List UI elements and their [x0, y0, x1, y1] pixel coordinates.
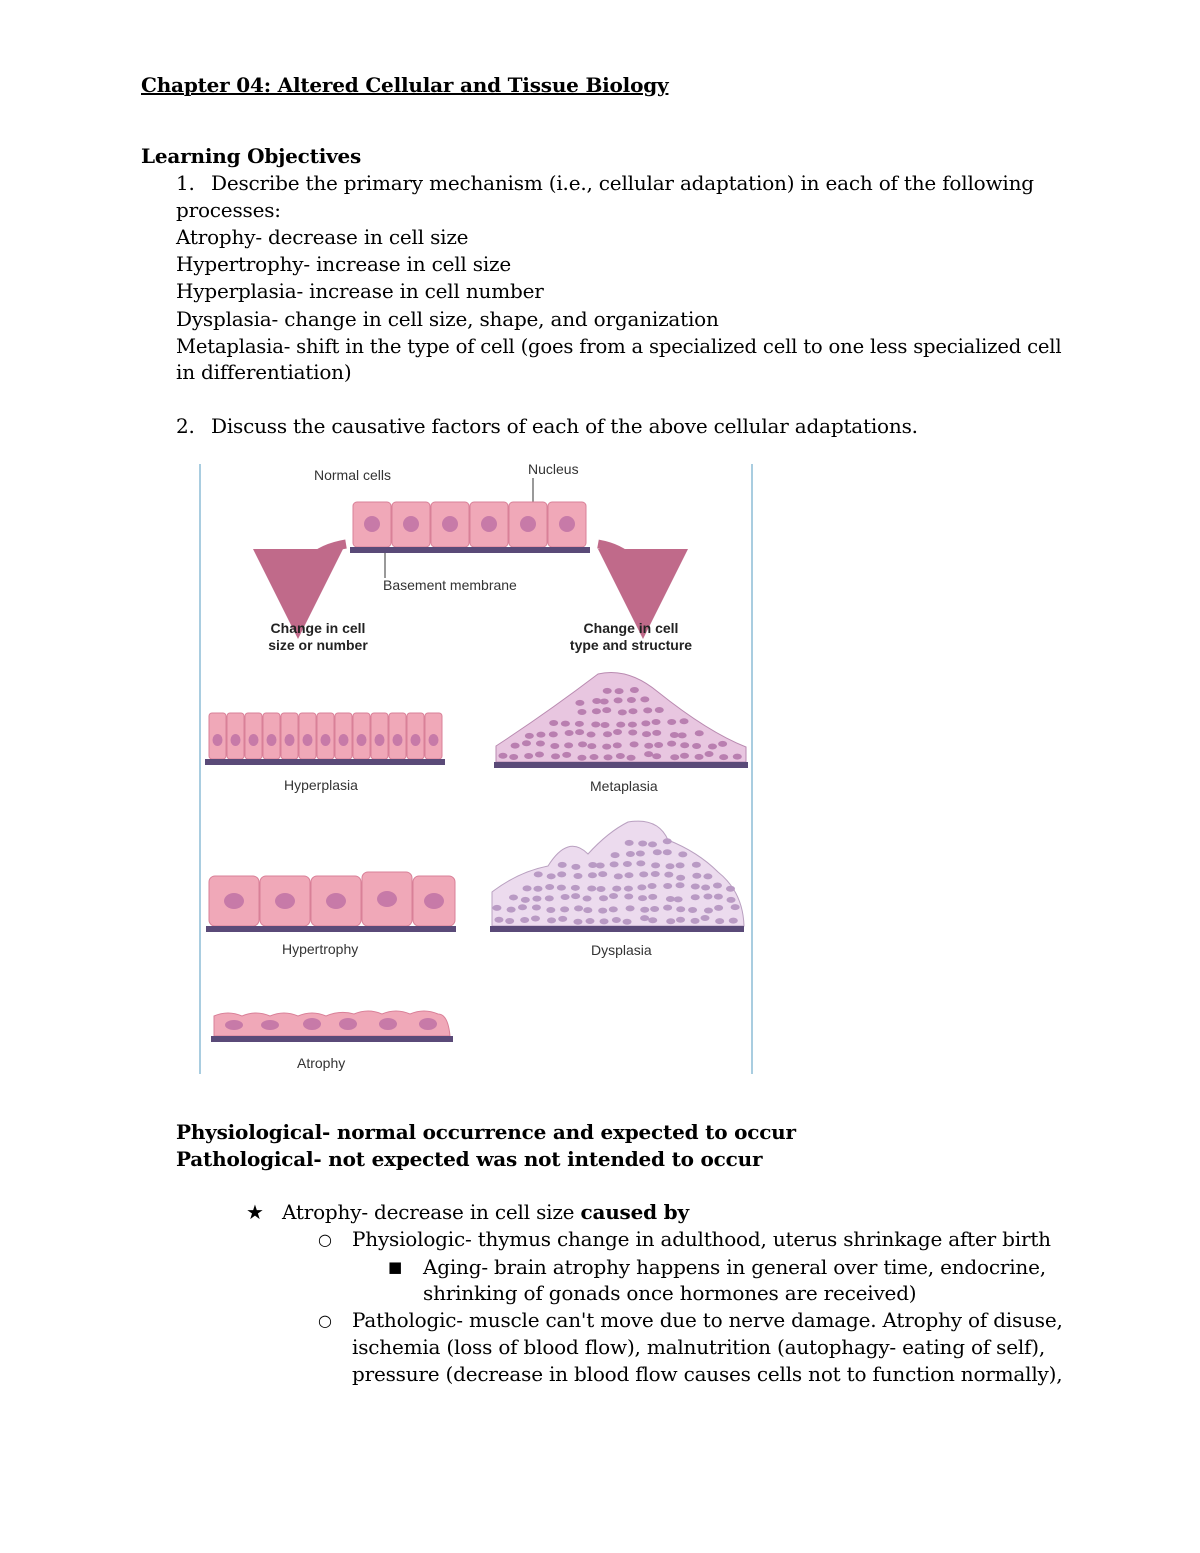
atrophy-lead-bold: caused by: [580, 1200, 689, 1224]
metaplasia-cell: [575, 721, 584, 727]
dysplasia-cell: [583, 896, 592, 902]
hyperplasia-nucleus: [249, 734, 259, 746]
definition-hypertrophy: Hypertrophy- increase in cell size: [176, 252, 511, 276]
dysplasia-cell: [520, 917, 529, 923]
metaplasia-cell: [498, 753, 507, 759]
dysplasia-cell: [691, 883, 700, 889]
metaplasia-cell: [549, 720, 558, 726]
metaplasia-cell: [511, 743, 520, 749]
dysplasia-cell: [558, 862, 567, 868]
metaplasia-cell: [705, 751, 714, 757]
arrow-right: [598, 544, 643, 594]
dysplasia-cell: [676, 862, 685, 868]
metaplasia-cell: [708, 743, 717, 749]
metaplasia-cell: [644, 751, 653, 757]
metaplasia-cell: [692, 743, 701, 749]
dysplasia-cell: [640, 907, 649, 913]
dysplasia-cell: [492, 905, 501, 911]
dysplasia-cell: [571, 885, 580, 891]
metaplasia-cell: [654, 742, 663, 748]
dysplasia-cell: [638, 840, 647, 846]
dysplasia-cell: [648, 894, 657, 900]
pathological-definition: Pathological- not expected was not intended to occur: [176, 1147, 763, 1171]
metaplasia-cell: [536, 740, 545, 746]
dysplasia-cell: [638, 895, 647, 901]
dysplasia-cell: [636, 850, 645, 856]
dysplasia-cell: [666, 896, 675, 902]
dysplasia-cell: [640, 915, 649, 921]
metaplasia-cell: [670, 732, 679, 738]
physiologic-causes: Physiologic- thymus change in adulthood, uterus shrinkage after birth: [352, 1227, 1051, 1251]
aging-causes-cont: shrinking of gonads once hormones are received): [423, 1281, 917, 1305]
dysplasia-cell: [665, 863, 674, 869]
atrophy-label: Atrophy: [297, 1055, 346, 1071]
pathologic-causes: Pathologic- muscle can't move due to nerve damage. Atrophy of disuse,: [352, 1308, 1063, 1332]
left-heading-1: Change in cell: [270, 620, 366, 636]
dysplasia-cell: [600, 918, 609, 924]
dysplasia-cell: [727, 897, 736, 903]
hyperplasia-nucleus: [411, 734, 421, 746]
hyperplasia-nucleus: [429, 734, 439, 746]
metaplasia-cell: [602, 744, 611, 750]
basement-membrane-label: Basement membrane: [383, 577, 517, 593]
dysplasia-cell: [587, 885, 596, 891]
dysplasia-cell: [546, 907, 555, 913]
hyperplasia-illustration: [205, 713, 445, 765]
dysplasia-label: Dysplasia: [591, 942, 652, 958]
atrophy-cause-line: [282, 1199, 689, 1226]
right-heading-2: type and structure: [569, 637, 693, 653]
dysplasia-cell: [663, 883, 672, 889]
dysplasia-cell: [534, 871, 543, 877]
dysplasia-cell: [676, 906, 685, 912]
metaplasia-cell: [655, 707, 664, 713]
hyperplasia-nucleus: [213, 734, 223, 746]
metaplasia-cell: [602, 707, 611, 713]
metaplasia-cell: [577, 755, 586, 761]
metaplasia-cell: [600, 722, 609, 728]
metaplasia-cell: [550, 743, 559, 749]
metaplasia-cell: [587, 732, 596, 738]
metaplasia-cell: [565, 730, 574, 736]
dysplasia-cell: [545, 895, 554, 901]
metaplasia-cell: [589, 754, 598, 760]
hyperplasia-nucleus: [393, 734, 403, 746]
metaplasia-cell: [680, 718, 689, 724]
hyperplasia-nucleus: [303, 734, 313, 746]
metaplasia-cell: [615, 688, 624, 694]
dysplasia-cell: [612, 886, 621, 892]
dysplasia-cell: [545, 884, 554, 890]
metaplasia-cell: [575, 700, 584, 706]
nucleus-label: Nucleus: [528, 462, 579, 477]
arrow-left: [298, 544, 346, 594]
pathologic-causes-cont-2: pressure (decrease in blood flow causes cells not to function normally),: [352, 1362, 1063, 1386]
dysplasia-cell: [704, 907, 713, 913]
hyperplasia-nucleus: [375, 734, 385, 746]
dysplasia-cell: [571, 864, 580, 870]
dysplasia-cell: [726, 886, 735, 892]
dysplasia-cell: [663, 849, 672, 855]
dysplasia-illustration: [490, 821, 744, 932]
metaplasia-cell: [627, 755, 636, 761]
page-title: Chapter 04: Altered Cellular and Tissue Biology: [141, 73, 669, 97]
metaplasia-cell: [628, 722, 637, 728]
square-bullet-icon: ■: [388, 1258, 403, 1276]
metaplasia-cell: [680, 742, 689, 748]
dysplasia-cell: [624, 872, 633, 878]
hyperplasia-nucleus: [231, 734, 241, 746]
hyperplasia-label: Hyperplasia: [284, 777, 358, 793]
physiological-definition: Physiological- normal occurrence and expected to occur: [176, 1120, 796, 1144]
objective-2-number: 2.: [176, 414, 195, 438]
metaplasia-cell: [509, 754, 518, 760]
metaplasia-cell: [643, 707, 652, 713]
metaplasia-cell: [551, 753, 560, 759]
dysplasia-cell: [648, 917, 657, 923]
pathologic-causes-cont-1: ischemia (loss of blood flow), malnutrition (autophagy- eating of self),: [352, 1335, 1046, 1359]
cellular-adaptation-figure: [198, 462, 756, 1076]
metaplasia-cell: [628, 708, 637, 714]
dysplasia-cell: [664, 872, 673, 878]
metaplasia-cell: [695, 754, 704, 760]
right-heading-1: Change in cell: [583, 620, 679, 636]
hyperplasia-nucleus: [321, 734, 331, 746]
hollow-circle-icon: ○: [318, 1311, 332, 1330]
dysplasia-cell: [557, 885, 566, 891]
dysplasia-cell: [583, 907, 592, 913]
dysplasia-cell: [636, 860, 645, 866]
dysplasia-cell: [558, 916, 567, 922]
metaplasia-cell: [522, 740, 531, 746]
dysplasia-cell: [523, 885, 532, 891]
dysplasia-cell: [692, 873, 701, 879]
dysplasia-cell: [701, 915, 710, 921]
metaplasia-cell: [618, 709, 627, 715]
metaplasia-cell: [642, 731, 651, 737]
metaplasia-cell: [587, 743, 596, 749]
metaplasia-cell: [627, 697, 636, 703]
dysplasia-cell: [701, 885, 710, 891]
dysplasia-cell: [626, 905, 635, 911]
dysplasia-cell: [714, 905, 723, 911]
hypertrophy-label: Hypertrophy: [282, 941, 359, 957]
dysplasia-cell: [713, 882, 722, 888]
dysplasia-cell: [651, 871, 660, 877]
objective-1-text: Describe the primary mechanism (i.e., cellular adaptation) in each of the following: [211, 171, 1034, 195]
metaplasia-cell: [667, 741, 676, 747]
dysplasia-cell: [651, 862, 660, 868]
definition-dysplasia: Dysplasia- change in cell size, shape, and organization: [176, 307, 719, 331]
definition-metaplasia: Metaplasia- shift in the type of cell (goes from a specialized cell to one less specialized cell: [176, 335, 1062, 358]
metaplasia-cell: [577, 709, 586, 715]
metaplasia-cell: [616, 722, 625, 728]
metaplasia-cell: [603, 688, 612, 694]
hyperplasia-nucleus: [285, 734, 295, 746]
dysplasia-cell: [596, 886, 605, 892]
metaplasia-cell: [578, 741, 587, 747]
metaplasia-cell: [604, 754, 613, 760]
dysplasia-cell: [674, 896, 683, 902]
dysplasia-cell: [531, 915, 540, 921]
objective-1-number: 1.: [176, 171, 195, 195]
dysplasia-cell: [574, 905, 583, 911]
atrophy-illustration: [211, 1011, 453, 1042]
metaplasia-cell: [549, 731, 558, 737]
nucleus: [364, 516, 380, 532]
metaplasia-cell: [524, 753, 533, 759]
dysplasia-cell: [715, 918, 724, 924]
metaplasia-cell: [652, 730, 661, 736]
dysplasia-cell: [596, 862, 605, 868]
metaplasia-cell: [592, 708, 601, 714]
dysplasia-cell: [731, 904, 740, 910]
metaplasia-cell: [680, 753, 689, 759]
objective-1-text-cont: processes:: [176, 198, 281, 222]
dysplasia-cell: [547, 917, 556, 923]
dysplasia-cell: [532, 904, 541, 910]
metaplasia-cell: [667, 719, 676, 725]
metaplasia-cell: [652, 719, 661, 725]
aging-causes: Aging- brain atrophy happens in general over time, endocrine,: [423, 1255, 1046, 1279]
objectives-heading: Learning Objectives: [141, 144, 362, 168]
normal-cells-row: [350, 502, 590, 553]
dysplasia-cell: [521, 897, 530, 903]
metaplasia-cell: [628, 730, 637, 736]
dysplasia-cell: [573, 873, 582, 879]
hyperplasia-nucleus: [357, 734, 367, 746]
metaplasia-cell: [630, 687, 639, 693]
dysplasia-cell: [663, 838, 672, 844]
metaplasia-cell: [640, 696, 649, 702]
dysplasia-cell: [691, 918, 700, 924]
definition-metaplasia-cont: in differentiation): [176, 360, 352, 384]
metaplasia-cell: [678, 732, 687, 738]
dysplasia-cell: [623, 861, 632, 867]
dysplasia-cell: [624, 886, 633, 892]
atrophy-lead-text: Atrophy- decrease in cell size: [282, 1200, 581, 1224]
dysplasia-cell: [573, 919, 582, 925]
dysplasia-cell: [505, 918, 514, 924]
metaplasia-cell: [719, 754, 728, 760]
dysplasia-cell: [533, 886, 542, 892]
metaplasia-cell: [616, 753, 625, 759]
metaplasia-cell: [695, 730, 704, 736]
dysplasia-cell: [609, 906, 618, 912]
dysplasia-cell: [666, 918, 675, 924]
dysplasia-cell: [626, 851, 635, 857]
dysplasia-cell: [653, 849, 662, 855]
metaplasia-cell: [718, 741, 727, 747]
dysplasia-cell: [678, 851, 687, 857]
dysplasia-cell: [611, 852, 620, 858]
dysplasia-cell: [561, 894, 570, 900]
dysplasia-cell: [650, 906, 659, 912]
definition-atrophy: Atrophy- decrease in cell size: [176, 225, 469, 249]
dysplasia-cell: [639, 871, 648, 877]
metaplasia-cell: [733, 754, 742, 760]
dysplasia-cell: [637, 884, 646, 890]
metaplasia-cell: [652, 753, 661, 759]
dysplasia-cell: [609, 893, 618, 899]
dysplasia-cell: [588, 872, 597, 878]
dysplasia-cell: [648, 883, 657, 889]
dysplasia-cell: [676, 875, 685, 881]
dysplasia-cell: [691, 894, 700, 900]
dysplasia-cell: [663, 905, 672, 911]
dysplasia-cell: [703, 894, 712, 900]
metaplasia-cell: [603, 731, 612, 737]
dysplasia-cell: [518, 904, 527, 910]
dysplasia-cell: [648, 841, 657, 847]
metaplasia-cell: [535, 751, 544, 757]
dysplasia-cell: [703, 873, 712, 879]
dysplasia-cell: [507, 907, 516, 913]
metaplasia-cell: [630, 741, 639, 747]
normal-cells-label: Normal cells: [314, 467, 392, 483]
star-icon: ★: [246, 1200, 264, 1224]
dysplasia-cell: [623, 919, 632, 925]
dysplasia-cell: [547, 873, 556, 879]
metaplasia-cell: [562, 752, 571, 758]
dysplasia-cell: [692, 862, 701, 868]
definition-hyperplasia: Hyperplasia- increase in cell number: [176, 279, 544, 303]
dysplasia-cell: [585, 918, 594, 924]
metaplasia-cell: [614, 697, 623, 703]
dysplasia-cell: [571, 893, 580, 899]
dysplasia-cell: [688, 907, 697, 913]
metaplasia-cell: [641, 720, 650, 726]
dysplasia-cell: [560, 906, 569, 912]
hypertrophy-illustration: [206, 872, 456, 932]
metaplasia-cell: [670, 754, 679, 760]
dysplasia-cell: [676, 917, 685, 923]
metaplasia-cell: [575, 729, 584, 735]
dysplasia-cell: [494, 917, 503, 923]
left-heading-2: size or number: [268, 637, 368, 653]
metaplasia-cell: [564, 742, 573, 748]
hyperplasia-nucleus: [267, 734, 277, 746]
metaplasia-cell: [591, 721, 600, 727]
dysplasia-cell: [625, 840, 634, 846]
dysplasia-cell: [509, 894, 518, 900]
objective-2-text: Discuss the causative factors of each of the above cellular adaptations.: [211, 414, 918, 438]
dysplasia-cell: [714, 894, 723, 900]
dysplasia-cell: [598, 908, 607, 914]
metaplasia-cell: [613, 729, 622, 735]
dysplasia-cell: [598, 871, 607, 877]
metaplasia-cell: [644, 743, 653, 749]
metaplasia-cell: [525, 733, 534, 739]
metaplasia-cell: [536, 732, 545, 738]
dysplasia-cell: [614, 873, 623, 879]
dysplasia-cell: [612, 917, 621, 923]
metaplasia-cell: [600, 698, 609, 704]
hollow-circle-icon: ○: [318, 1230, 332, 1249]
dysplasia-cell: [532, 896, 541, 902]
metaplasia-cell: [613, 742, 622, 748]
metaplasia-cell: [561, 721, 570, 727]
dysplasia-cell: [610, 861, 619, 867]
metaplasia-label: Metaplasia: [590, 778, 658, 794]
dysplasia-cell: [676, 882, 685, 888]
dysplasia-cell: [624, 894, 633, 900]
metaplasia-illustration: [494, 672, 748, 768]
hyperplasia-nucleus: [339, 734, 349, 746]
dysplasia-cell: [557, 871, 566, 877]
dysplasia-cell: [599, 895, 608, 901]
dysplasia-cell: [729, 918, 738, 924]
